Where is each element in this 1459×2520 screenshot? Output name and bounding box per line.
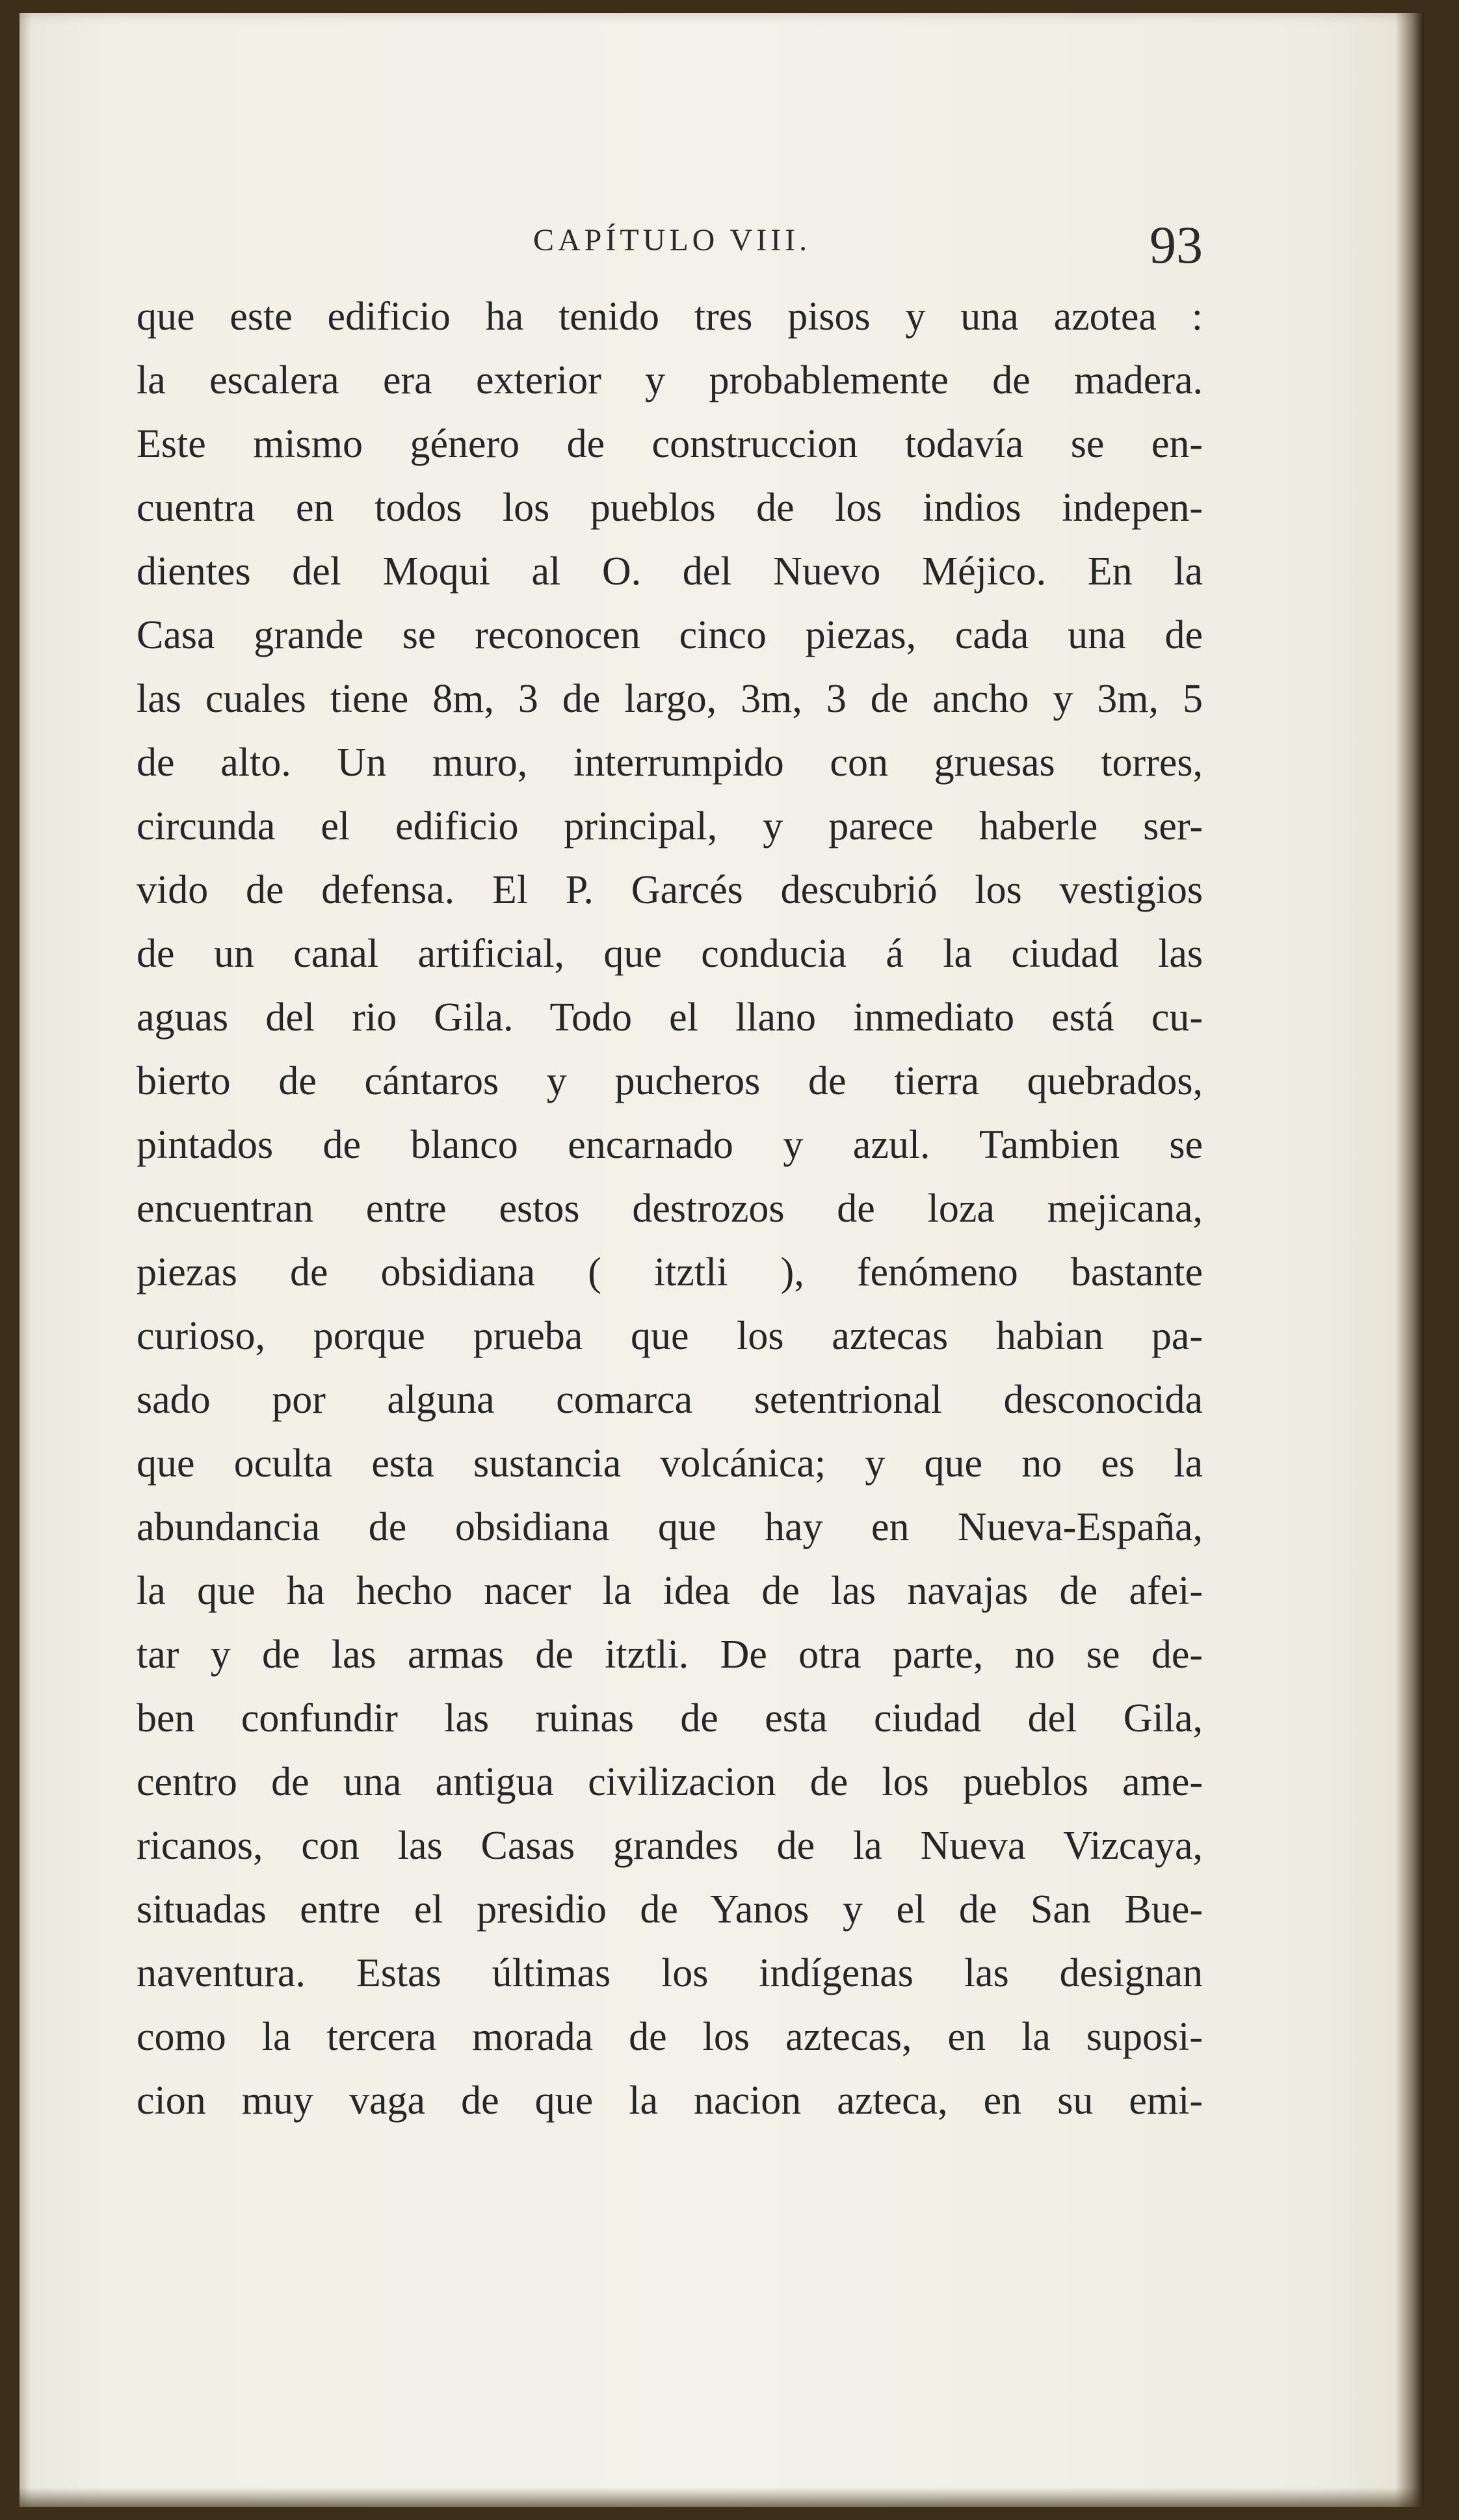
text-line: de un canal artificial, que conducia á la ciudad las [137, 932, 1203, 976]
text-line: tar y de las armas de itztli. De otra parte, no se de- [137, 1633, 1203, 1677]
chapter-heading: CAPÍTULO VIII. [533, 223, 811, 257]
text-line: sado por alguna comarca setentrional desconocida [137, 1378, 1203, 1422]
text-line: cuentra en todos los pueblos de los indios indepen- [137, 486, 1203, 530]
text-line: abundancia de obsidiana que hay en Nueva-España, [137, 1505, 1203, 1549]
text-line: encuentran entre estos destrozos de loza mejicana, [137, 1187, 1203, 1231]
text-line: la que ha hecho nacer la idea de las navajas de afei- [137, 1569, 1203, 1613]
text-line: las cuales tiene 8m, 3 de largo, 3m, 3 de ancho y 3m, 5 [137, 677, 1203, 721]
text-line: dientes del Moqui al O. del Nuevo Méjico. En la [137, 549, 1203, 594]
body-text [137, 285, 1203, 2133]
gutter-shadow [20, 13, 31, 2507]
page-number: 93 [1150, 215, 1203, 274]
text-line: centro de una antigua civilizacion de los pueblos ame- [137, 1760, 1203, 1804]
text-line: cion muy vaga de que la nacion azteca, en su emi- [137, 2079, 1203, 2123]
book-page [20, 13, 1424, 2507]
text-line: que este edificio ha tenido tres pisos y una azotea : [137, 295, 1203, 339]
text-line: piezas de obsidiana ( itztli ), fenómeno bastante [137, 1250, 1203, 1294]
text-line: curioso, porque prueba que los aztecas habian pa- [137, 1314, 1203, 1358]
text-line: Este mismo género de construccion todavía se en- [137, 422, 1203, 466]
page-edge-shadow [1395, 13, 1424, 2507]
text-line: ricanos, con las Casas grandes de la Nueva Vizcaya, [137, 1824, 1203, 1868]
text-line: ben confundir las ruinas de esta ciudad del Gila, [137, 1696, 1203, 1740]
text-line: naventura. Estas últimas los indígenas las designan [137, 1951, 1203, 1995]
running-head [137, 215, 1203, 278]
text-line: Casa grande se reconocen cinco piezas, cada una de [137, 613, 1203, 657]
page-bottom-shadow [20, 2487, 1424, 2507]
text-line: como la tercera morada de los aztecas, en la suposi- [137, 2015, 1203, 2059]
text-line: aguas del rio Gila. Todo el llano inmediato está cu- [137, 995, 1203, 1040]
text-line: circunda el edificio principal, y parece haberle ser- [137, 804, 1203, 848]
text-line: vido de defensa. El P. Garcés descubrió los vestigios [137, 868, 1203, 912]
text-line: situadas entre el presidio de Yanos y el de San Bue- [137, 1887, 1203, 1932]
text-line: pintados de blanco encarnado y azul. Tambien se [137, 1123, 1203, 1167]
text-line: la escalera era exterior y probablemente de madera. [137, 358, 1203, 402]
text-line: que oculta esta sustancia volcánica; y que no es la [137, 1441, 1203, 1486]
text-line: bierto de cántaros y pucheros de tierra quebrados, [137, 1059, 1203, 1103]
text-line: de alto. Un muro, interrumpido con gruesas torres, [137, 741, 1203, 785]
